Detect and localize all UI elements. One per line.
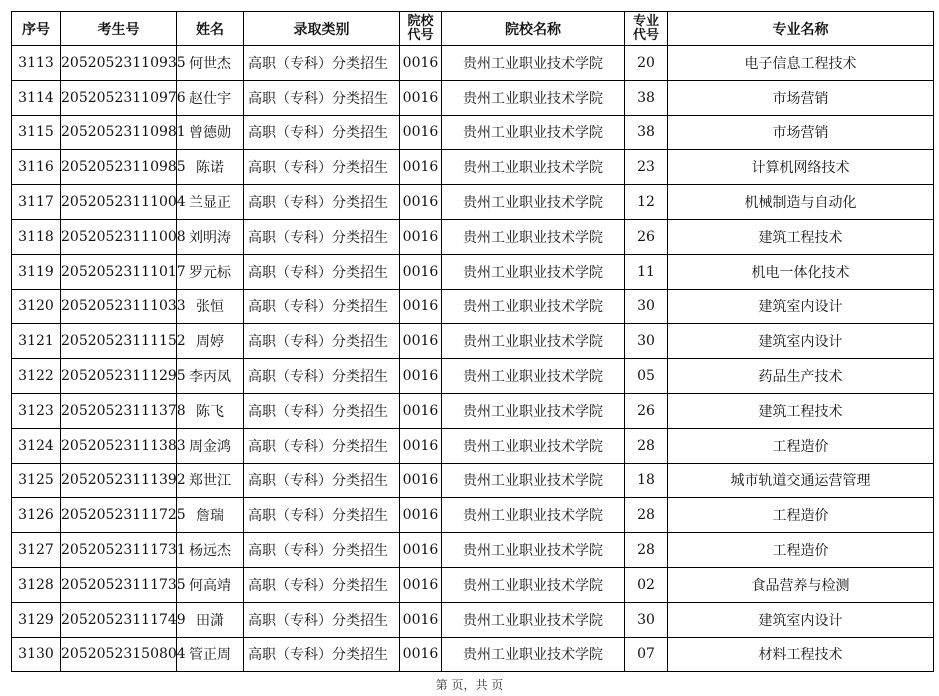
header-exam-no: 考生号	[61, 12, 177, 46]
cell-school-code: 0016	[400, 115, 442, 150]
cell-school-name: 贵州工业职业技术学院	[442, 254, 625, 289]
cell-school-name: 贵州工业职业技术学院	[442, 567, 625, 602]
cell-name: 郑世江	[177, 463, 244, 498]
cell-exam-no: 20520523111008	[61, 219, 177, 254]
cell-name: 管正周	[177, 637, 244, 672]
table-row	[12, 602, 934, 637]
cell-name: 曾德勋	[177, 115, 244, 150]
cell-major-name: 电子信息工程技术	[668, 46, 934, 81]
table-row	[12, 324, 934, 359]
cell-major-code: 12	[625, 185, 668, 220]
table-row	[12, 428, 934, 463]
cell-school-code: 0016	[400, 150, 442, 185]
cell-exam-no: 20520523111735	[61, 567, 177, 602]
cell-name: 赵仕宇	[177, 80, 244, 115]
cell-category: 高职（专科）分类招生	[244, 533, 400, 568]
cell-name: 田潇	[177, 602, 244, 637]
cell-school-code: 0016	[400, 46, 442, 81]
cell-name: 张恒	[177, 289, 244, 324]
cell-category: 高职（专科）分类招生	[244, 393, 400, 428]
cell-major-name: 建筑室内设计	[668, 324, 934, 359]
header-category: 录取类别	[244, 12, 400, 46]
cell-name: 何世杰	[177, 46, 244, 81]
cell-school-name: 贵州工业职业技术学院	[442, 533, 625, 568]
cell-major-code: 26	[625, 393, 668, 428]
cell-exam-no: 20520523111731	[61, 533, 177, 568]
cell-major-code: 26	[625, 219, 668, 254]
cell-seq: 3117	[12, 185, 61, 220]
table-row	[12, 150, 934, 185]
table-row	[12, 567, 934, 602]
cell-seq: 3118	[12, 219, 61, 254]
cell-seq: 3130	[12, 637, 61, 672]
cell-seq: 3123	[12, 393, 61, 428]
cell-major-code: 18	[625, 463, 668, 498]
cell-major-name: 食品营养与检测	[668, 567, 934, 602]
cell-major-name: 计算机网络技术	[668, 150, 934, 185]
cell-school-code: 0016	[400, 80, 442, 115]
cell-exam-no: 20520523111152	[61, 324, 177, 359]
cell-school-name: 贵州工业职业技术学院	[442, 46, 625, 81]
cell-name: 陈诺	[177, 150, 244, 185]
table-row	[12, 219, 934, 254]
cell-seq: 3127	[12, 533, 61, 568]
header-major-code-line2: 代号	[632, 27, 659, 43]
cell-school-name: 贵州工业职业技术学院	[442, 185, 625, 220]
cell-exam-no: 20520523111392	[61, 463, 177, 498]
cell-category: 高职（专科）分类招生	[244, 219, 400, 254]
cell-major-code: 30	[625, 324, 668, 359]
table-row	[12, 289, 934, 324]
cell-exam-no: 20520523110981	[61, 115, 177, 150]
cell-major-code: 20	[625, 46, 668, 81]
cell-school-name: 贵州工业职业技术学院	[442, 463, 625, 498]
cell-seq: 3124	[12, 428, 61, 463]
header-major-name: 专业名称	[668, 12, 934, 46]
table-row	[12, 393, 934, 428]
cell-school-code: 0016	[400, 428, 442, 463]
header-school-code-line1: 院校	[407, 13, 434, 29]
table-row	[12, 46, 934, 81]
cell-name: 何高靖	[177, 567, 244, 602]
cell-major-code: 28	[625, 533, 668, 568]
cell-name: 詹瑞	[177, 498, 244, 533]
cell-exam-no: 20520523110985	[61, 150, 177, 185]
header-row	[12, 12, 934, 46]
cell-category: 高职（专科）分类招生	[244, 637, 400, 672]
cell-exam-no: 20520523150804	[61, 637, 177, 672]
cell-major-code: 38	[625, 80, 668, 115]
cell-major-code: 11	[625, 254, 668, 289]
cell-major-name: 材料工程技术	[668, 637, 934, 672]
header-seq: 序号	[12, 12, 61, 46]
cell-exam-no: 20520523111295	[61, 359, 177, 394]
header-school-name: 院校名称	[442, 12, 625, 46]
cell-exam-no: 20520523111378	[61, 393, 177, 428]
cell-name: 周金鸿	[177, 428, 244, 463]
cell-major-name: 市场营销	[668, 115, 934, 150]
cell-major-code: 28	[625, 428, 668, 463]
cell-major-name: 建筑室内设计	[668, 289, 934, 324]
cell-major-code: 05	[625, 359, 668, 394]
cell-seq: 3113	[12, 46, 61, 81]
cell-category: 高职（专科）分类招生	[244, 185, 400, 220]
cell-school-name: 贵州工业职业技术学院	[442, 80, 625, 115]
table-row	[12, 185, 934, 220]
cell-category: 高职（专科）分类招生	[244, 254, 400, 289]
cell-school-code: 0016	[400, 219, 442, 254]
cell-category: 高职（专科）分类招生	[244, 324, 400, 359]
cell-exam-no: 20520523110976	[61, 80, 177, 115]
cell-major-code: 30	[625, 289, 668, 324]
cell-seq: 3128	[12, 567, 61, 602]
cell-major-code: 07	[625, 637, 668, 672]
cell-school-code: 0016	[400, 359, 442, 394]
cell-major-code: 02	[625, 567, 668, 602]
page-footer: 第 页，共 页	[435, 678, 504, 692]
cell-name: 杨远杰	[177, 533, 244, 568]
cell-seq: 3121	[12, 324, 61, 359]
cell-major-name: 机电一体化技术	[668, 254, 934, 289]
cell-seq: 3125	[12, 463, 61, 498]
cell-category: 高职（专科）分类招生	[244, 359, 400, 394]
cell-seq: 3114	[12, 80, 61, 115]
cell-name: 兰显正	[177, 185, 244, 220]
cell-major-name: 工程造价	[668, 498, 934, 533]
cell-category: 高职（专科）分类招生	[244, 115, 400, 150]
cell-school-name: 贵州工业职业技术学院	[442, 219, 625, 254]
table-row	[12, 359, 934, 394]
cell-school-name: 贵州工业职业技术学院	[442, 637, 625, 672]
cell-major-name: 工程造价	[668, 533, 934, 568]
cell-major-name: 机械制造与自动化	[668, 185, 934, 220]
cell-school-name: 贵州工业职业技术学院	[442, 393, 625, 428]
cell-exam-no: 20520523110935	[61, 46, 177, 81]
cell-seq: 3129	[12, 602, 61, 637]
cell-school-name: 贵州工业职业技术学院	[442, 289, 625, 324]
cell-school-name: 贵州工业职业技术学院	[442, 150, 625, 185]
cell-seq: 3122	[12, 359, 61, 394]
cell-school-code: 0016	[400, 393, 442, 428]
cell-school-code: 0016	[400, 602, 442, 637]
cell-category: 高职（专科）分类招生	[244, 428, 400, 463]
table-row	[12, 80, 934, 115]
cell-major-code: 30	[625, 602, 668, 637]
cell-category: 高职（专科）分类招生	[244, 567, 400, 602]
cell-exam-no: 20520523111004	[61, 185, 177, 220]
cell-school-name: 贵州工业职业技术学院	[442, 324, 625, 359]
cell-seq: 3115	[12, 115, 61, 150]
cell-major-name: 城市轨道交通运营管理	[668, 463, 934, 498]
cell-category: 高职（专科）分类招生	[244, 463, 400, 498]
table-row	[12, 637, 934, 672]
cell-school-name: 贵州工业职业技术学院	[442, 115, 625, 150]
cell-major-name: 建筑工程技术	[668, 219, 934, 254]
cell-category: 高职（专科）分类招生	[244, 150, 400, 185]
table-row	[12, 463, 934, 498]
cell-seq: 3126	[12, 498, 61, 533]
table-row	[12, 254, 934, 289]
cell-school-code: 0016	[400, 254, 442, 289]
cell-major-code: 23	[625, 150, 668, 185]
header-school-code	[400, 12, 442, 46]
cell-major-code: 38	[625, 115, 668, 150]
cell-category: 高职（专科）分类招生	[244, 602, 400, 637]
cell-school-code: 0016	[400, 324, 442, 359]
cell-school-code: 0016	[400, 498, 442, 533]
table-row	[12, 115, 934, 150]
cell-name: 陈飞	[177, 393, 244, 428]
cell-exam-no: 20520523111725	[61, 498, 177, 533]
cell-major-name: 建筑工程技术	[668, 393, 934, 428]
cell-exam-no: 20520523111383	[61, 428, 177, 463]
cell-name: 罗元标	[177, 254, 244, 289]
cell-school-code: 0016	[400, 463, 442, 498]
cell-category: 高职（专科）分类招生	[244, 289, 400, 324]
cell-school-name: 贵州工业职业技术学院	[442, 602, 625, 637]
admission-table	[11, 11, 934, 672]
cell-school-name: 贵州工业职业技术学院	[442, 359, 625, 394]
cell-major-name: 建筑室内设计	[668, 602, 934, 637]
cell-school-code: 0016	[400, 289, 442, 324]
cell-seq: 3119	[12, 254, 61, 289]
cell-school-code: 0016	[400, 185, 442, 220]
cell-category: 高职（专科）分类招生	[244, 498, 400, 533]
cell-major-code: 28	[625, 498, 668, 533]
cell-major-name: 药品生产技术	[668, 359, 934, 394]
cell-exam-no: 20520523111033	[61, 289, 177, 324]
header-major-code-line1: 专业	[632, 13, 659, 29]
cell-name: 周婷	[177, 324, 244, 359]
cell-school-name: 贵州工业职业技术学院	[442, 498, 625, 533]
cell-major-name: 市场营销	[668, 80, 934, 115]
cell-name: 刘明涛	[177, 219, 244, 254]
cell-name: 李丙凤	[177, 359, 244, 394]
cell-school-code: 0016	[400, 567, 442, 602]
cell-school-code: 0016	[400, 637, 442, 672]
cell-major-name: 工程造价	[668, 428, 934, 463]
cell-seq: 3120	[12, 289, 61, 324]
header-major-code	[625, 12, 668, 46]
header-school-code-line2: 代号	[407, 27, 434, 43]
cell-exam-no: 20520523111749	[61, 602, 177, 637]
cell-category: 高职（专科）分类招生	[244, 46, 400, 81]
cell-school-name: 贵州工业职业技术学院	[442, 428, 625, 463]
table-row	[12, 498, 934, 533]
cell-exam-no: 20520523111017	[61, 254, 177, 289]
cell-seq: 3116	[12, 150, 61, 185]
header-name: 姓名	[177, 12, 244, 46]
table-row	[12, 533, 934, 568]
cell-school-code: 0016	[400, 533, 442, 568]
cell-category: 高职（专科）分类招生	[244, 80, 400, 115]
